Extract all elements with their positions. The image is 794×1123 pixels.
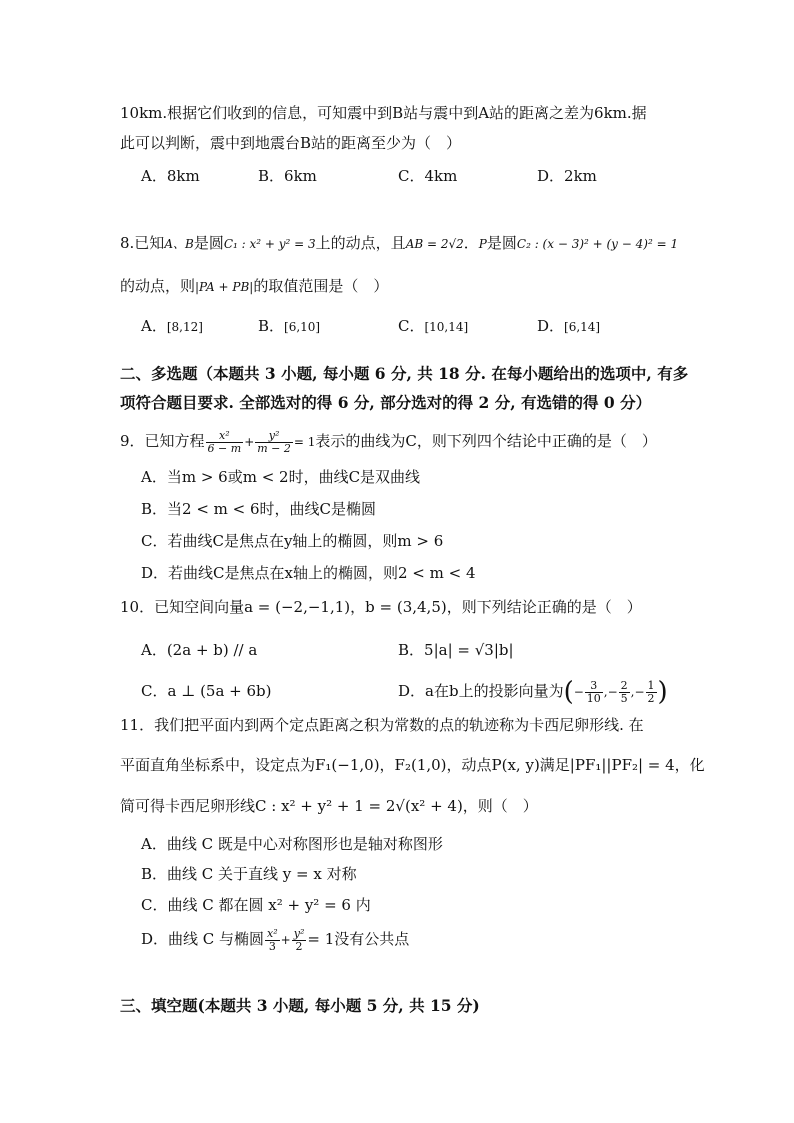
- q10-option-d: D．a在b上的投影向量为(− $\frac{3}{10}$ ,− $\frac{2}{5}$ ,− $\frac{1}{2}$ ): [398, 677, 668, 707]
- q9-stem: 9．已知方程 $\frac{\text{x²}}{6 - m}$ + $\frac{\text{y²}}{m - 2}$ = 1表示的曲线为C，则下列四个结论中正确的是（ ）: [120, 428, 657, 455]
- q11-fraction2: $\frac{\text{y²}}{2}$: [293, 926, 305, 953]
- q11-option-a: A．曲线 C 既是中心对称图形也是轴对称图形: [141, 835, 443, 853]
- q8-ab-length: AB = 2√2: [405, 237, 464, 251]
- q8-text-a: 8.已知: [120, 234, 165, 252]
- q8-option-d: D．[6,14]: [537, 317, 601, 335]
- q7-line1: 10km.根据它们收到的信息，可知震中到B站与震中到A站的距离之差为6km.据: [120, 104, 647, 122]
- q8-line1: [120, 233, 678, 254]
- q8-point-p: P: [478, 237, 487, 251]
- q9-option-d: D．若曲线C是焦点在x轴上的椭圆，则2 < m < 4: [141, 564, 476, 582]
- q8-option-b: B．[6,10]: [258, 317, 321, 335]
- section3-heading: 三、填空题(本题共 3 小题, 每小题 5 分, 共 15 分): [120, 996, 480, 1015]
- q11-option-d: D．曲线 C 与椭圆 $\frac{\text{x²}}{3}$ + $\frac{\text{y²}}{2}$ = 1没有公共点: [141, 926, 410, 953]
- q8-circle1: C₁ : x² + y² = 3: [223, 237, 316, 251]
- q8-line2: [120, 276, 388, 297]
- q10-fraction3: $\frac{1}{2}$: [647, 678, 655, 705]
- q10-option-a: A．(2a + b) // a: [141, 641, 258, 659]
- q9-option-a: A．当m > 6或m < 2时，曲线C是双曲线: [141, 468, 421, 486]
- q10-fraction2: $\frac{2}{5}$: [620, 678, 628, 705]
- q8-text-b: 是圆: [193, 234, 224, 252]
- q8-text-f: 的动点，则: [120, 277, 196, 295]
- q7-option-d: D．2km: [537, 167, 597, 185]
- q9-fraction2: $\frac{\text{y²}}{m - 2}$: [257, 428, 291, 455]
- q7-option-b: B．6km: [258, 167, 317, 185]
- q8-option-c: C．[10,14]: [398, 317, 469, 335]
- q11-line2: 平面直角坐标系中，设定点为F₁(−1,0)，F₂(1,0)，动点P(x, y)满足|PF₁||PF₂| = 4，化: [120, 756, 705, 774]
- q8-points-ab: A、B: [164, 237, 194, 251]
- q11-line3: 简可得卡西尼卵形线C : x² + y² + 1 = 2√(x² + 4)，则（ ）: [120, 797, 538, 815]
- q8-text-e: 是圆: [486, 234, 517, 252]
- q8-circle2: C₂ : (x − 3)² + (y − 4)² = 1: [516, 237, 679, 251]
- q8-text-c: 上的动点，且: [315, 234, 406, 252]
- q8-option-a: A．[8,12]: [141, 317, 203, 335]
- q9-option-c: C．若曲线C是焦点在y轴上的椭圆，则m > 6: [141, 532, 444, 550]
- q7-option-c: C．4km: [398, 167, 458, 185]
- q9-option-b: B．当2 < m < 6时，曲线C是椭圆: [141, 500, 377, 518]
- q11-option-b: B．曲线 C 关于直线 y = x 对称: [141, 865, 357, 883]
- q10-option-c: C．a ⊥ (5a + 6b): [141, 682, 272, 700]
- q7-line2: 此可以判断，震中到地震台B站的距离至少为（ ）: [120, 134, 462, 152]
- section2-heading-line1: 二、多选题（本题共 3 小题, 每小题 6 分, 共 18 分. 在每小题给出的选项中, 有多: [120, 364, 689, 383]
- q11-fraction1: $\frac{\text{x²}}{3}$: [267, 926, 278, 953]
- section2-heading-line2: 项符合题目要求. 全部选对的得 6 分, 部分选对的得 2 分, 有选错的得 0 分）: [120, 393, 652, 412]
- q9-fraction1: $\frac{\text{x²}}{6 - m}$: [207, 428, 242, 455]
- q10-stem: 10．已知空间向量a = (−2,−1,1)，b = (3,4,5)，则下列结论正确的是（ ）: [120, 598, 642, 616]
- q11-option-c: C．曲线 C 都在圆 x² + y² = 6 内: [141, 896, 371, 914]
- q10-fraction1: $\frac{3}{10}$: [586, 678, 601, 705]
- q7-option-a: A．8km: [141, 167, 200, 185]
- q10-option-b: B．5|a| = √3|b|: [398, 641, 514, 659]
- q8-text-g: 的取值范围是（ ）: [253, 277, 389, 295]
- q8-vector-sum: |PA + PB|: [195, 280, 254, 294]
- q11-line1: 11．我们把平面内到两个定点距离之积为常数的点的轨迹称为卡西尼卵形线. 在: [120, 716, 644, 734]
- q8-text-d: ．: [463, 234, 479, 252]
